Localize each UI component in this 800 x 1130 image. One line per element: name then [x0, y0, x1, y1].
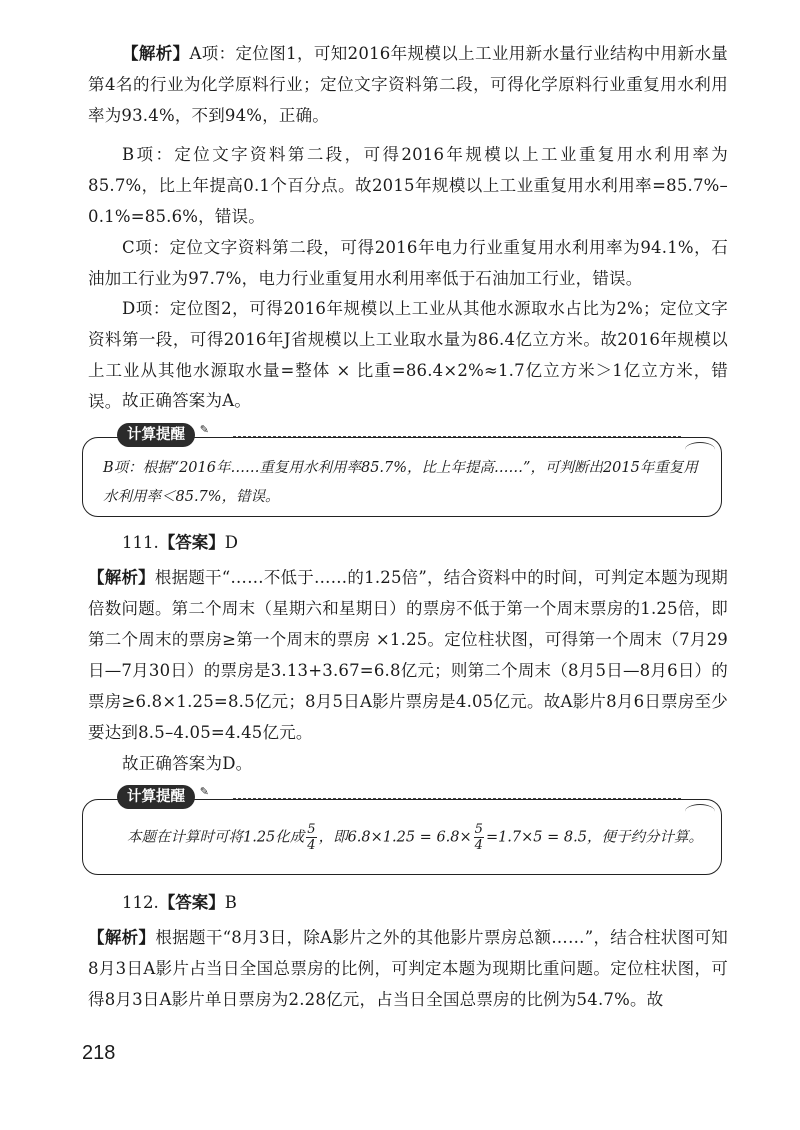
- formula-text-middle: ，即6.8×1.25 = 6.8×: [318, 829, 472, 846]
- question-111-conclusion: 故正确答案为D。: [122, 754, 253, 773]
- analysis-text: 根据题干“……不低于……的1.25倍”，结合资料中的时间，可判定本题为现期倍数问题。第二个周末（星期六和星期日）的票房不低于第一个周末票房的1.25倍，即第二个周末的票房≥第一个周末的票房 ×1.25。定位柱状图，可得第一个周末（7月29日—7月30日）的票房是3.13+3.67=6.8亿元；则第二个周末（8月5日—8月6日）的票房≥6.8×1.25=8.5亿元；8月5日A影片票房是4.05亿元。故A影片8月6日票房至少要达到8.5–4.05=4.45亿元。: [88, 568, 728, 742]
- answer-label: 【答案】: [158, 533, 225, 552]
- option-a-text: A项：定位图1，可知2016年规模以上工业用新水量行业结构中用新水量第4名的行业为化学原料行业；定位文字资料第二段，可得化学原料行业重复用水利用率为93.4%，不到94%，正确。: [88, 44, 728, 125]
- tip-dashed-line: [233, 798, 681, 799]
- analysis-label: 【解析】: [88, 568, 155, 587]
- analysis-110-option-b: B项：定位文字资料第二段，可得2016年规模以上工业重复用水利用率为85.7%，比上年提高0.1个百分点。故2015年规模以上工业重复用水利用率=85.7%–0.1%=85.6%，错误。: [88, 145, 728, 226]
- formula-text-before: 本题在计算时可将1.25化成: [127, 829, 305, 846]
- question-111-answer: [122, 527, 238, 558]
- fraction-numerator: 5: [474, 822, 483, 837]
- page-number: 218: [82, 1042, 116, 1064]
- analysis-110-conclusion: 故正确答案为A。: [122, 391, 252, 410]
- calc-tip-box: [82, 423, 722, 517]
- answer-value: D: [224, 533, 238, 552]
- question-112-analysis: [88, 922, 728, 1015]
- fraction-denominator: 4: [474, 838, 483, 853]
- tip-curl-decoration: [685, 804, 715, 819]
- analysis-text: 根据题干“8月3日，除A影片之外的其他影片票房总额……”，结合柱状图可知8月3日A影片占当日全国总票房的比例，可判定本题为现期比重问题。定位柱状图，可得8月3日A影片单日票房为2.28亿元，占当日全国总票房的比例为54.7%。故: [88, 928, 728, 1009]
- calc-tip-label: [117, 423, 209, 447]
- analysis-110-option-d: D项：定位图2，可得2016年规模以上工业从其他水源取水占比为2%；定位文字资料第一段，可得2016年J省规模以上工业取水量为86.4亿立方米。故2016年规模以上工业从其他水源取水量=整体 × 比重=86.4×2%≈1.7亿立方米＞1亿立方米，错误。: [88, 299, 728, 411]
- formula-text-after: =1.7×5 = 8.5，便于约分计算。: [485, 829, 703, 846]
- calc-tip-label-text: 计算提醒: [127, 789, 185, 805]
- analysis-110-option-a: [88, 38, 728, 131]
- fraction-numerator: 5: [307, 822, 316, 837]
- tip-dashed-line: [233, 436, 681, 437]
- question-number: 112.: [122, 893, 159, 912]
- answer-value: B: [224, 893, 237, 912]
- sparkle-icon: ✎: [199, 785, 209, 798]
- fraction-5-4: [474, 822, 484, 853]
- analysis-label: 【解析】: [122, 44, 190, 63]
- calc-tip-formula: [127, 822, 703, 853]
- calc-tip-label: [117, 785, 209, 809]
- question-112-answer: [122, 887, 237, 918]
- analysis-110-option-c: C项：定位文字资料第二段，可得2016年电力行业重复用水利用率为94.1%，石油加工行业为97.7%，电力行业重复用水利用率低于石油加工行业，错误。: [88, 238, 728, 288]
- question-number: 111.: [122, 533, 159, 552]
- question-111-analysis: [88, 562, 728, 748]
- answer-label: 【答案】: [158, 893, 225, 912]
- calc-tip-label-text: 计算提醒: [127, 427, 185, 443]
- fraction-denominator: 4: [307, 838, 316, 853]
- calc-tip-text: B项：根据“2016年……重复用水利用率85.7%，比上年提高……”，可判断出2015年重复用水利用率＜85.7%，错误。: [103, 460, 698, 505]
- calc-tip-box: [82, 785, 722, 875]
- analysis-label: 【解析】: [88, 928, 156, 947]
- fraction-5-4: [306, 822, 316, 853]
- sparkle-icon: ✎: [199, 423, 209, 436]
